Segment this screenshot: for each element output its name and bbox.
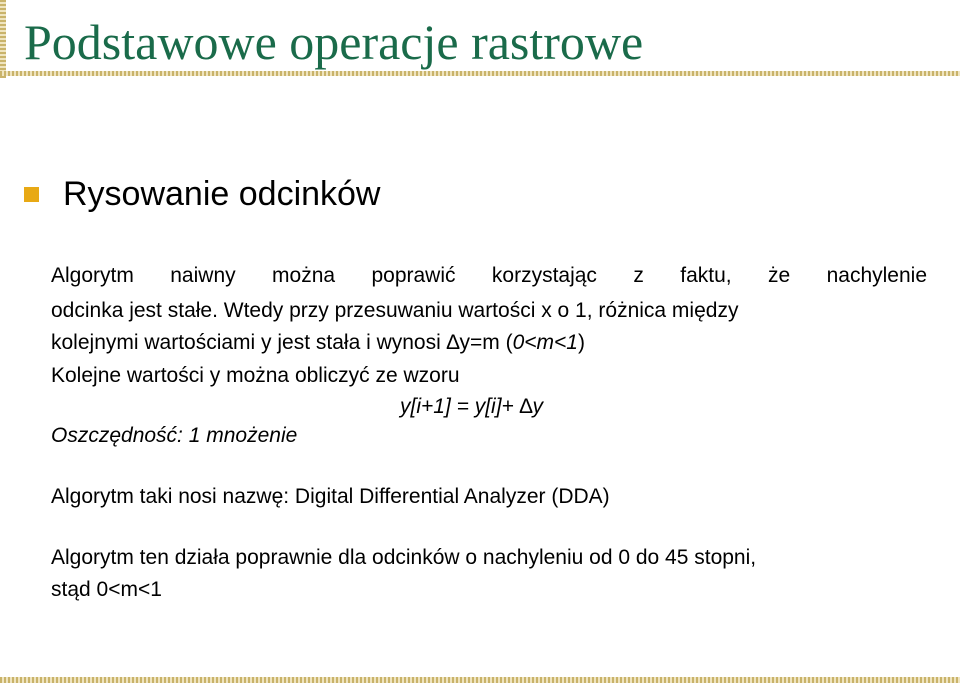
line-3-equation: y=m ( [459, 331, 513, 354]
bullet-item [24, 170, 381, 218]
works-line-2: stąd 0<m<1 [51, 578, 162, 601]
dda-line: Algorytm taki nosi nazwę: Digital Differential Analyzer (DDA) [51, 485, 610, 508]
bullet-heading: Rysowanie odcinków [63, 174, 381, 213]
bottom-decorative-rule [0, 677, 960, 683]
formula-y: y [532, 395, 544, 418]
square-bullet-icon [24, 187, 39, 202]
body-line-4: Kolejne wartości y można obliczyć ze wzoru [51, 364, 460, 387]
delta-symbol: ∆ [446, 331, 460, 354]
slide-title: Podstawowe operacje rastrowe [24, 14, 644, 70]
formula-delta-symbol: ∆ [519, 395, 533, 418]
title-underline-rule [0, 71, 960, 76]
savings-line: Oszczędność: 1 mnożenie [51, 424, 298, 447]
body-line-2: odcinka jest stałe. Wtedy przy przesuwaniu wartości x o 1, różnica między [51, 299, 739, 322]
recurrence-formula [400, 391, 543, 423]
line-3-close: ) [577, 331, 585, 354]
formula-left: y[i+1] = y[i]+ [400, 395, 520, 418]
slope-condition: 0<m<1 [512, 331, 578, 354]
left-decorative-rule [0, 0, 6, 78]
line-3-text: kolejnymi wartościami y jest stała i wynosi [51, 331, 447, 354]
body-line-3 [51, 327, 585, 359]
body-line-1: Algorytm naiwny można poprawić korzystając z faktu, że nachylenie [51, 264, 927, 287]
works-line-1: Algorytm ten działa poprawnie dla odcinków o nachyleniu od 0 do 45 stopni, [51, 546, 757, 569]
